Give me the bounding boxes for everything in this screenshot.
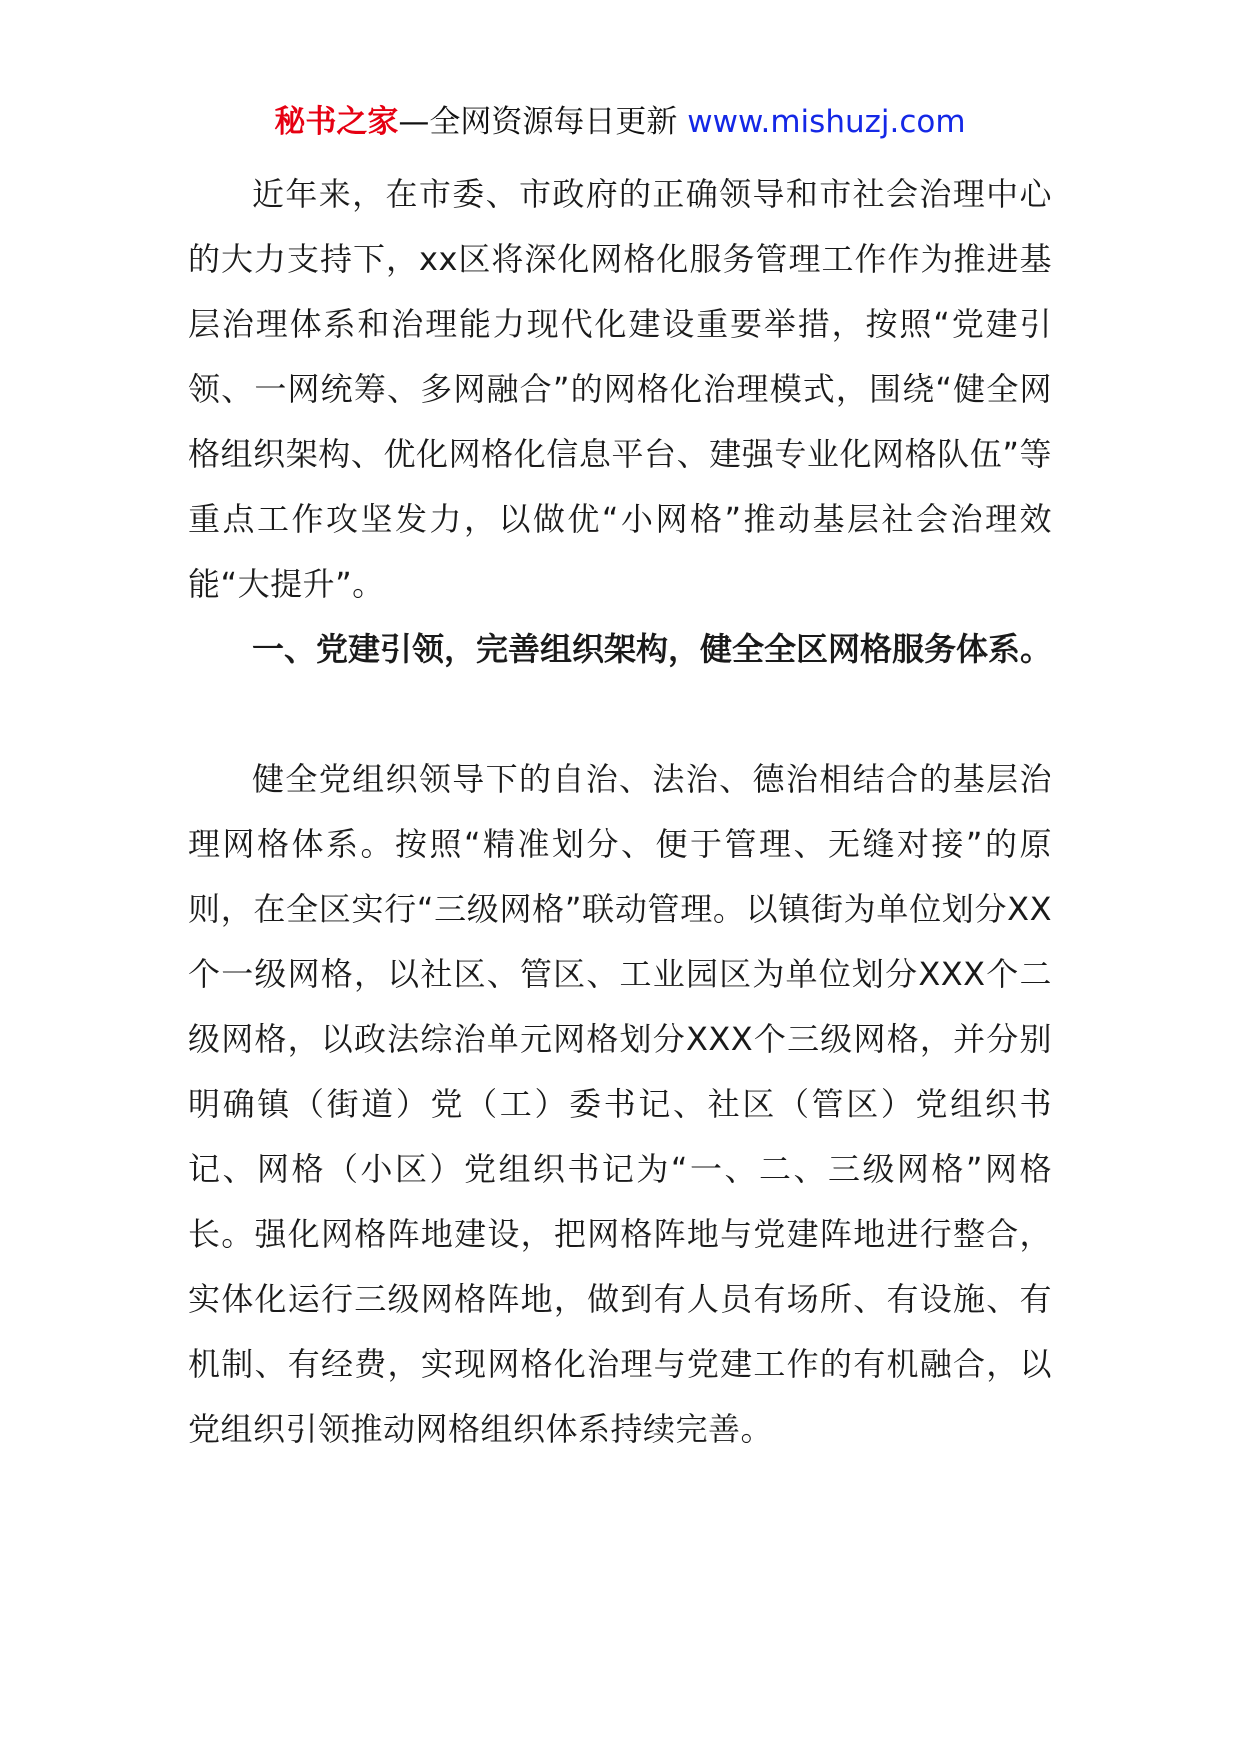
site-header bbox=[0, 100, 1240, 144]
header-tagline: —全网资源每日更新 bbox=[398, 104, 678, 140]
section-paragraph: 健全党组织领导下的自治、法治、德治相结合的基层治理网格体系。按照“精准划分、便于管理、无缝对接”的原则，在全区实行“三级网格”联动管理。以镇街为单位划分XX个一级网格，以社区、管区、工业园区为单位划分XXX个二级网格，以政法综治单元网格划分XXX个三级网格，并分别明确镇（街道）党（工）委书记、社区（管区）党组织书记、网格（小区）党组织书记为“一、二、三级网格”网格长。强化网格阵地建设，把网格阵地与党建阵地进行整合，实体化运行三级网格阵地，做到有人员有场所、有设施、有机制、有经费，实现网格化治理与党建工作的有机融合，以党组织引领推动网格组织体系持续完善。 bbox=[188, 760, 1052, 1448]
section-heading: 一、党建引领，完善组织架构，健全全区网格服务体系。 bbox=[252, 630, 1053, 668]
brand-name: 秘书之家 bbox=[274, 104, 399, 140]
document-body bbox=[188, 162, 1052, 1462]
site-url-link[interactable]: www.mishuzj.com bbox=[687, 104, 966, 140]
intro-paragraph: 近年来，在市委、市政府的正确领导和市社会治理中心的大力支持下，xx区将深化网格化服务管理工作作为推进基层治理体系和治理能力现代化建设重要举措，按照“党建引领、一网统筹、多网融合”的网格化治理模式，围绕“健全网格组织架构、优化网格化信息平台、建强专业化网格队伍”等重点工作攻坚发力，以做优“小网格”推动基层社会治理效能“大提升”。 bbox=[188, 175, 1052, 603]
